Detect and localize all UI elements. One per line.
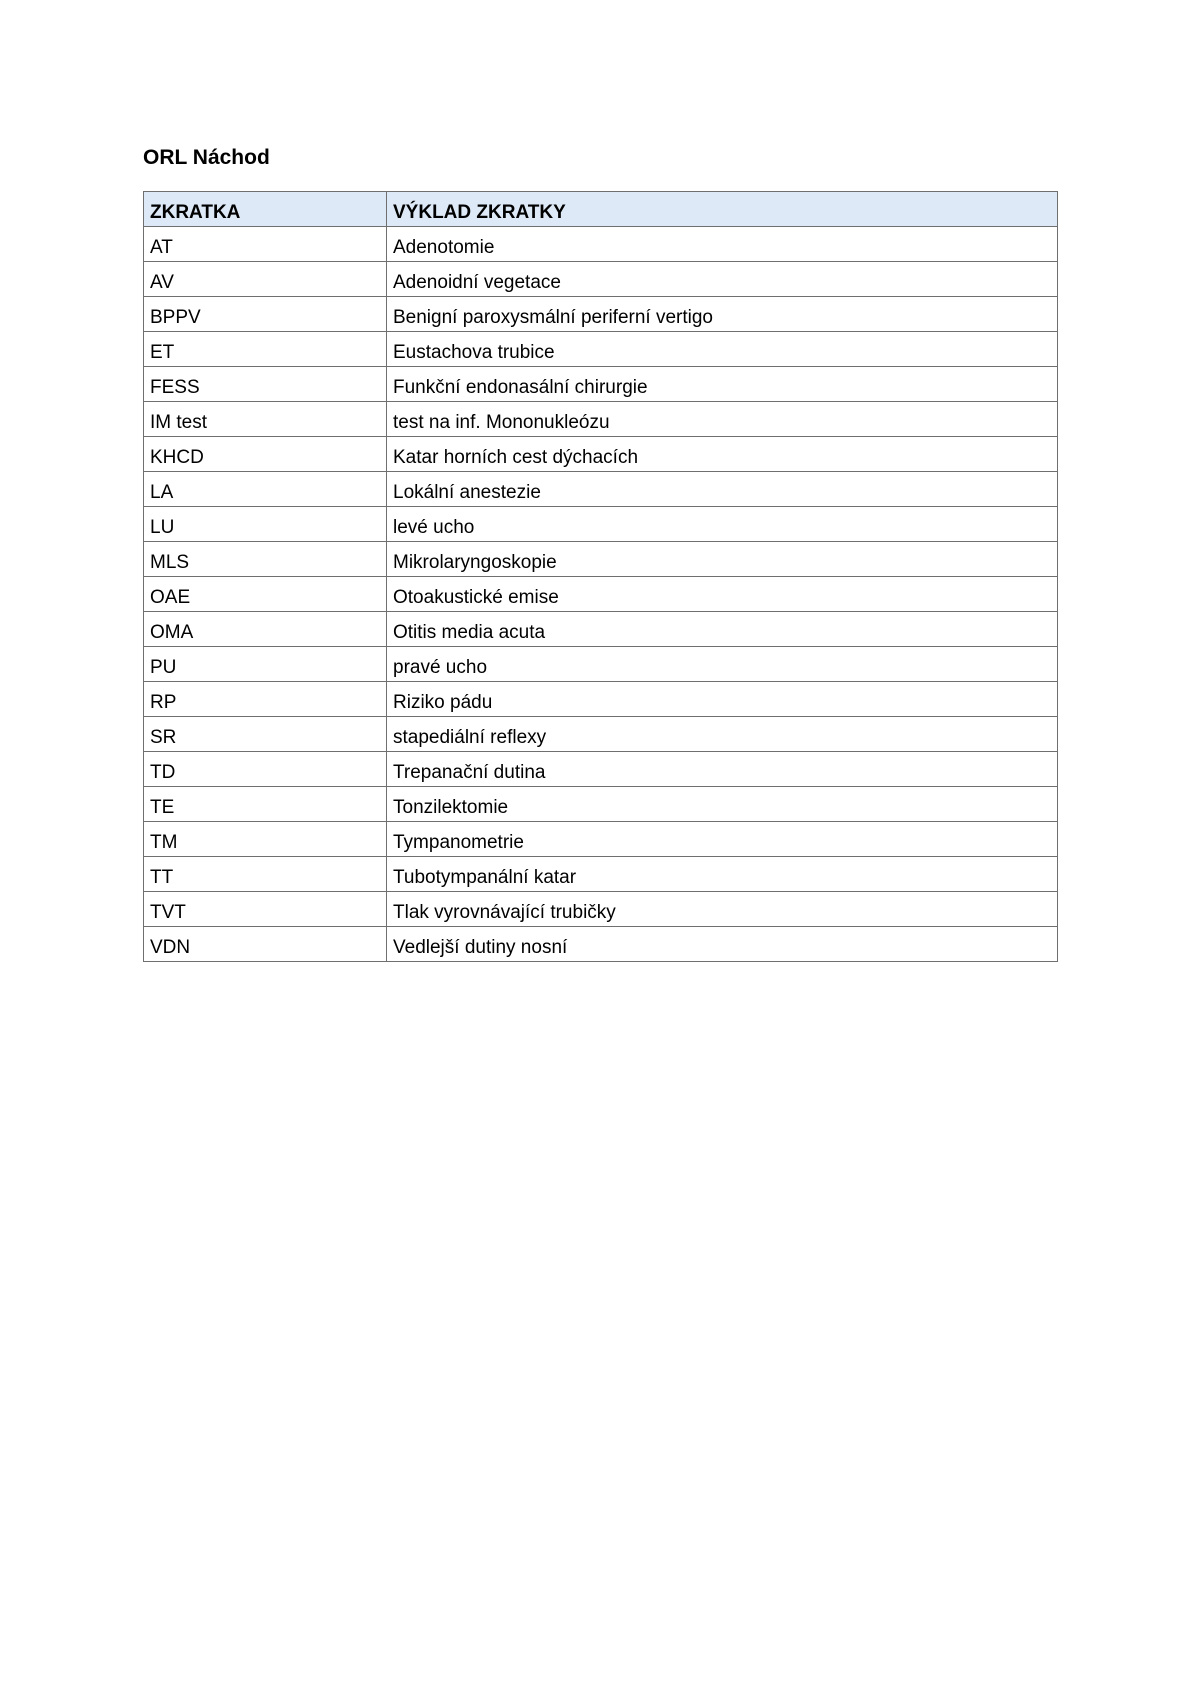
explanation-cell: Mikrolaryngoskopie — [387, 542, 1058, 577]
table-row — [144, 577, 1058, 612]
table-row — [144, 612, 1058, 647]
explanation-cell: Otitis media acuta — [387, 612, 1058, 647]
abbreviation-cell: ET — [144, 332, 387, 367]
abbreviation-cell: TE — [144, 787, 387, 822]
abbreviation-cell: OAE — [144, 577, 387, 612]
abbreviation-cell: VDN — [144, 927, 387, 962]
abbreviation-cell: OMA — [144, 612, 387, 647]
explanation-cell: Benigní paroxysmální periferní vertigo — [387, 297, 1058, 332]
explanation-cell: Adenoidní vegetace — [387, 262, 1058, 297]
explanation-cell: Riziko pádu — [387, 682, 1058, 717]
table-body — [144, 227, 1058, 962]
explanation-cell: pravé ucho — [387, 647, 1058, 682]
table-row — [144, 717, 1058, 752]
explanation-cell: Katar horních cest dýchacích — [387, 437, 1058, 472]
abbreviation-cell: LU — [144, 507, 387, 542]
table-row — [144, 437, 1058, 472]
table-row — [144, 822, 1058, 857]
abbreviation-cell: KHCD — [144, 437, 387, 472]
table-row — [144, 507, 1058, 542]
table-row — [144, 367, 1058, 402]
table-row — [144, 297, 1058, 332]
explanation-cell: test na inf. Mononukleózu — [387, 402, 1058, 437]
table-row — [144, 472, 1058, 507]
table-row — [144, 927, 1058, 962]
page-title: ORL Náchod — [143, 146, 270, 169]
abbreviation-cell: TM — [144, 822, 387, 857]
abbreviation-cell: PU — [144, 647, 387, 682]
table-row — [144, 787, 1058, 822]
column-header-abbreviation: ZKRATKA — [144, 192, 387, 227]
table-row — [144, 752, 1058, 787]
abbreviation-cell: TVT — [144, 892, 387, 927]
abbreviation-cell: TT — [144, 857, 387, 892]
table-row — [144, 857, 1058, 892]
abbreviations-table — [143, 191, 1058, 962]
abbreviation-cell: TD — [144, 752, 387, 787]
table-header-row — [144, 192, 1058, 227]
explanation-cell: Eustachova trubice — [387, 332, 1058, 367]
abbreviation-cell: MLS — [144, 542, 387, 577]
explanation-cell: levé ucho — [387, 507, 1058, 542]
explanation-cell: Tonzilektomie — [387, 787, 1058, 822]
explanation-cell: Tlak vyrovnávající trubičky — [387, 892, 1058, 927]
explanation-cell: Adenotomie — [387, 227, 1058, 262]
table-row — [144, 262, 1058, 297]
explanation-cell: Lokální anestezie — [387, 472, 1058, 507]
abbreviation-cell: SR — [144, 717, 387, 752]
table-row — [144, 542, 1058, 577]
explanation-cell: Vedlejší dutiny nosní — [387, 927, 1058, 962]
column-header-explanation: VÝKLAD ZKRATKY — [387, 192, 1058, 227]
abbreviation-cell: LA — [144, 472, 387, 507]
abbreviation-cell: BPPV — [144, 297, 387, 332]
explanation-cell: stapediální reflexy — [387, 717, 1058, 752]
abbreviation-cell: RP — [144, 682, 387, 717]
abbreviation-cell: AT — [144, 227, 387, 262]
abbreviation-cell: FESS — [144, 367, 387, 402]
explanation-cell: Tympanometrie — [387, 822, 1058, 857]
explanation-cell: Otoakustické emise — [387, 577, 1058, 612]
table-row — [144, 647, 1058, 682]
explanation-cell: Funkční endonasální chirurgie — [387, 367, 1058, 402]
abbreviation-cell: IM test — [144, 402, 387, 437]
table-row — [144, 332, 1058, 367]
table-row — [144, 892, 1058, 927]
abbreviation-cell: AV — [144, 262, 387, 297]
explanation-cell: Trepanační dutina — [387, 752, 1058, 787]
table-row — [144, 402, 1058, 437]
table-row — [144, 227, 1058, 262]
table-row — [144, 682, 1058, 717]
explanation-cell: Tubotympanální katar — [387, 857, 1058, 892]
